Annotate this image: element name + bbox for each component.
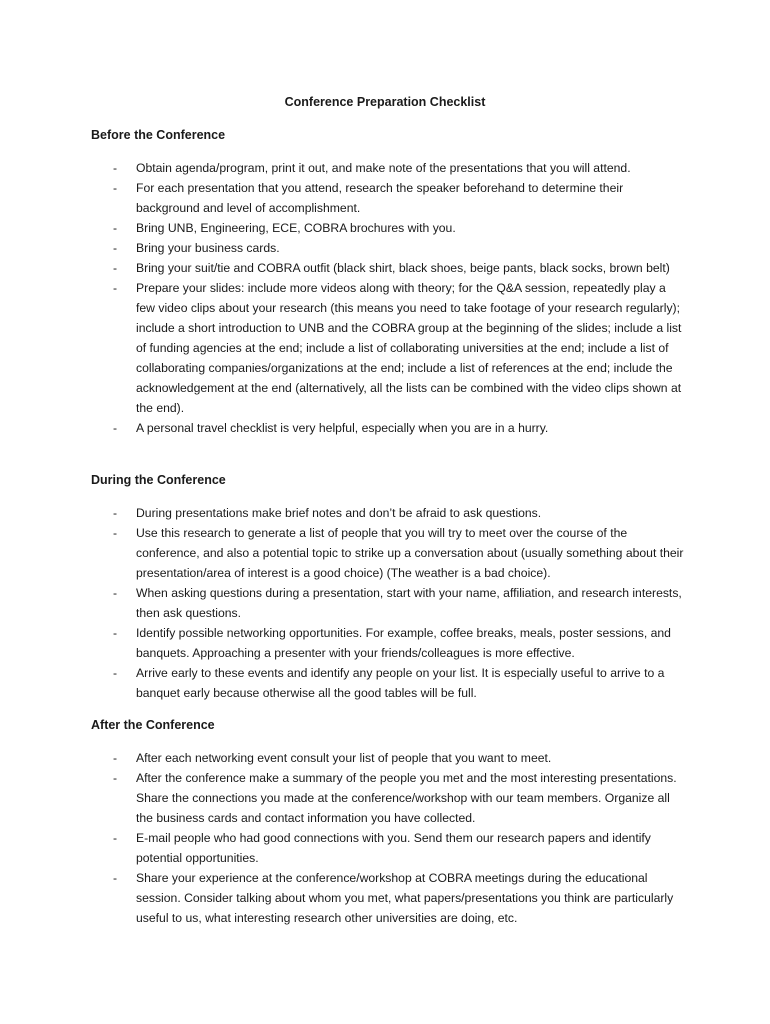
dash-bullet: - — [113, 161, 118, 175]
dash-bullet: - — [113, 831, 118, 845]
dash-bullet: - — [113, 751, 118, 765]
list-item — [0, 583, 770, 623]
dash-bullet: - — [113, 771, 118, 785]
list-item — [0, 828, 770, 868]
list-item — [0, 158, 770, 178]
during-conference-list — [0, 503, 770, 703]
dash-bullet: - — [113, 626, 118, 640]
list-item-text: Arrive early to these events and identify any people on your list. It is especially useful to arrive to a banquet early because otherwise all the good tables will be full. — [136, 666, 665, 700]
list-item — [0, 278, 770, 418]
list-item — [0, 523, 770, 583]
section-heading-after: After the Conference — [91, 718, 215, 732]
list-item — [0, 748, 770, 768]
section-heading-before: Before the Conference — [91, 128, 226, 142]
list-item-text: Bring UNB, Engineering, ECE, COBRA brochures with you. — [136, 221, 456, 235]
dash-bullet: - — [113, 666, 118, 680]
list-item-text: Use this research to generate a list of people that you will try to meet over the course of the conference, and also a potential topic to strike up a conversation about (usually something about their presentation/area of interest is a good choice) (The weather is a bad choice). — [136, 526, 684, 580]
list-item-text: Identify possible networking opportunities. For example, coffee breaks, meals, poster sessions, and banquets. Approaching a presenter with your friends/colleagues is more effective. — [136, 626, 671, 660]
list-item-text: Share your experience at the conference/workshop at COBRA meetings during the educational session. Consider talking about whom you met, what papers/presentations you think are particularly useful to us, what interesting research other universities are doing, etc. — [136, 871, 674, 925]
dash-bullet: - — [113, 221, 118, 235]
section-heading-during: During the Conference — [91, 473, 226, 487]
list-item-text: When asking questions during a presentation, start with your name, affiliation, and research interests, then ask questions. — [136, 586, 682, 620]
list-item-text: During presentations make brief notes and don’t be afraid to ask questions. — [136, 506, 542, 520]
after-conference-list — [0, 748, 770, 928]
list-item-text: Prepare your slides: include more videos along with theory; for the Q&A session, repeatedly play a few video clips about your research (this means you need to take footage of your research regularly); include a short introduction to UNB and the COBRA group at the beginning of the slides; include a list of funding agencies at the end; include a list of collaborating universities at the end; include a list of collaborating companies/organizations at the end; include a list of references at the end; include the acknowledgement at the end (alternatively, all the lists can be combined with the video clips shown at the end). — [136, 281, 682, 415]
list-item-text: E-mail people who had good connections with you. Send them our research papers and identify potential opportunities. — [136, 831, 651, 865]
list-item — [0, 663, 770, 703]
dash-bullet: - — [113, 421, 118, 435]
dash-bullet: - — [113, 261, 118, 275]
before-conference-list — [0, 158, 770, 438]
list-item — [0, 238, 770, 258]
page-title: Conference Preparation Checklist — [284, 95, 486, 109]
dash-bullet: - — [113, 586, 118, 600]
list-item-text: Bring your business cards. — [136, 241, 280, 255]
list-item — [0, 418, 770, 438]
list-item-text: A personal travel checklist is very helpful, especially when you are in a hurry. — [136, 421, 549, 435]
dash-bullet: - — [113, 241, 118, 255]
list-item-text: For each presentation that you attend, research the speaker beforehand to determine their background and level of accomplishment. — [136, 181, 624, 215]
dash-bullet: - — [113, 506, 118, 520]
dash-bullet: - — [113, 526, 118, 540]
list-item — [0, 178, 770, 218]
list-item — [0, 503, 770, 523]
dash-bullet: - — [113, 181, 118, 195]
list-item-text: After the conference make a summary of the people you met and the most interesting presentations. Share the connections you made at the conference/workshop with our team members. Organize all the business cards and contact information you have collected. — [136, 771, 677, 825]
list-item-text: After each networking event consult your list of people that you want to meet. — [136, 751, 552, 765]
list-item — [0, 258, 770, 278]
list-item — [0, 868, 770, 928]
list-item — [0, 623, 770, 663]
list-item-text: Bring your suit/tie and COBRA outfit (black shirt, black shoes, beige pants, black socks, brown belt) — [136, 261, 670, 275]
dash-bullet: - — [113, 871, 118, 885]
list-item-text: Obtain agenda/program, print it out, and make note of the presentations that you will attend. — [136, 161, 631, 175]
list-item — [0, 768, 770, 828]
list-item — [0, 218, 770, 238]
dash-bullet: - — [113, 281, 118, 295]
